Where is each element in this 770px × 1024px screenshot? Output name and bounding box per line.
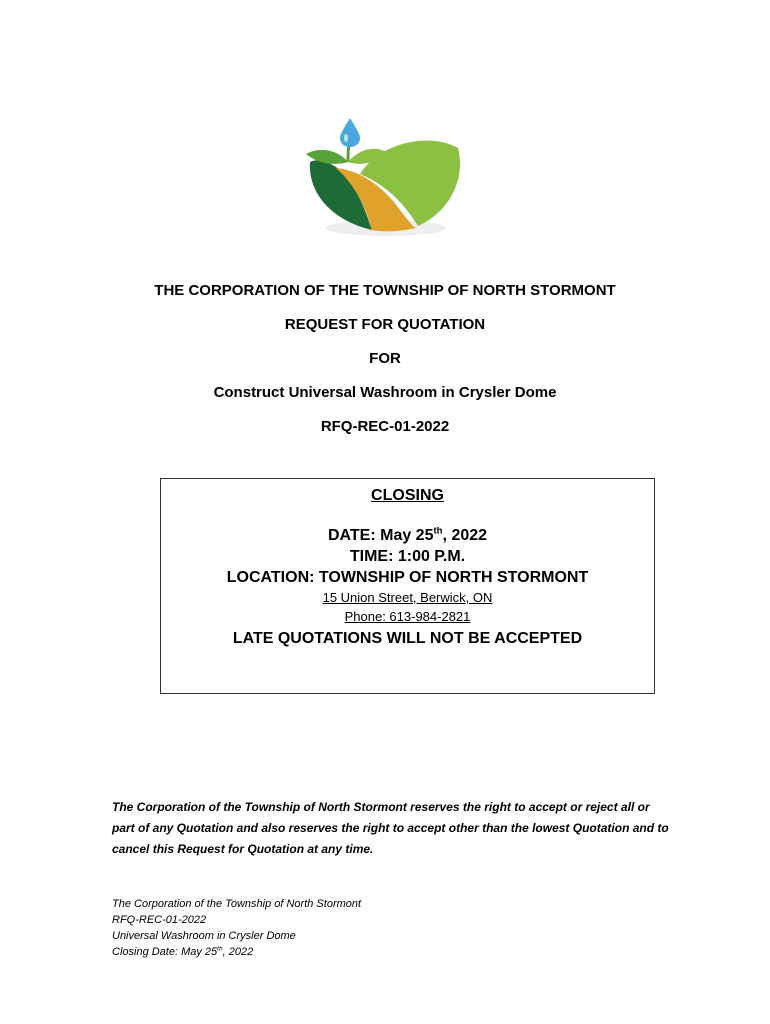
- closing-box: [160, 478, 655, 694]
- closing-address: 15 Union Street, Berwick, ON: [322, 590, 493, 605]
- footer: [112, 896, 512, 960]
- doc-title-rfq-number: RFQ-REC-01-2022: [320, 418, 450, 435]
- closing-location: LOCATION: TOWNSHIP OF NORTH STORMONT: [226, 569, 589, 586]
- doc-title-project: Construct Universal Washroom in Crysler Dome: [213, 384, 557, 401]
- footer-line-rfq: RFQ-REC-01-2022: [112, 914, 207, 926]
- closing-time: TIME: 1:00 P.M.: [349, 548, 466, 565]
- logo-water-drop: [340, 118, 360, 147]
- footer-line-closing-date: Closing Date: May 25th, 2022: [112, 945, 254, 958]
- disclaimer-text: The Corporation of the Township of North Stormont reserves the right to accept or reject all or part of any Quotation and also reserves the right to accept other than the lowest Quotation and to cancel this Request for Quotation at any time.: [112, 800, 669, 856]
- footer-line-corporation: The Corporation of the Township of North Stormont: [112, 898, 362, 910]
- doc-title-for: FOR: [369, 350, 401, 367]
- doc-title-rfq: REQUEST FOR QUOTATION: [284, 316, 486, 333]
- township-logo: [300, 112, 468, 240]
- closing-date: DATE: May 25th, 2022: [327, 525, 488, 544]
- doc-title-corporation: THE CORPORATION OF THE TOWNSHIP OF NORTH STORMONT: [154, 282, 616, 299]
- closing-phone: Phone: 613-984-2821: [344, 609, 471, 624]
- closing-title: CLOSING: [371, 487, 444, 504]
- late-notice: LATE QUOTATIONS WILL NOT BE ACCEPTED: [232, 630, 583, 647]
- footer-line-project: Universal Washroom in Crysler Dome: [112, 930, 296, 942]
